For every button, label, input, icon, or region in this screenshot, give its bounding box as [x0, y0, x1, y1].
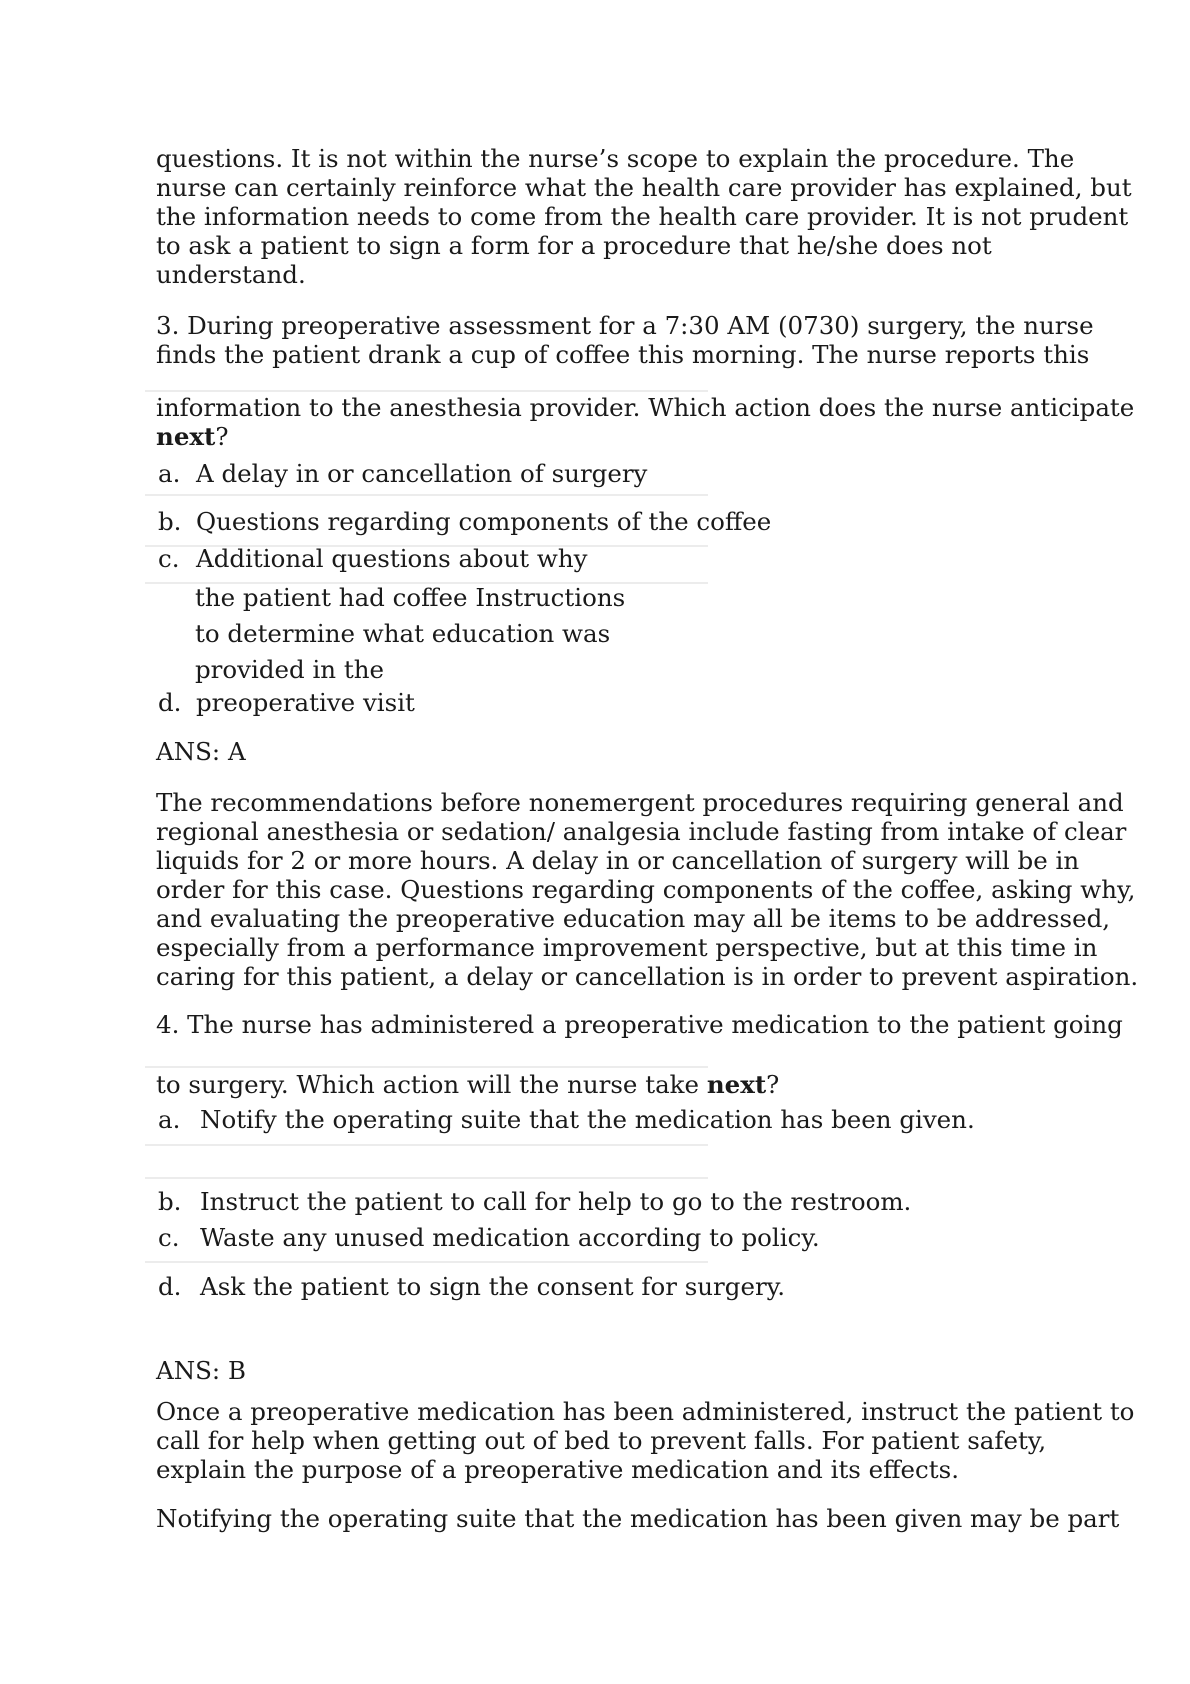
- option-letter: a.: [158, 459, 181, 488]
- question-mark: ?: [215, 422, 229, 451]
- q3-option-c-continuation: [195, 580, 625, 688]
- text-line: questions. It is not within the nurse’s scope to explain the procedure. The: [156, 144, 1075, 173]
- option-text: Instruct the patient to call for help to go to the restroom.: [200, 1187, 912, 1216]
- q3-option-c: [158, 544, 588, 573]
- text-line: finds the patient drank a cup of coffee this morning. The nurse reports this: [156, 340, 1090, 369]
- q3-stem-continued: [156, 393, 1134, 451]
- option-text: A delay in or cancellation of surgery: [196, 459, 648, 488]
- option-letter: c.: [158, 1223, 180, 1252]
- q3-option-a: [158, 459, 647, 488]
- text-line: explain the purpose of a preoperative medication and its effects.: [156, 1455, 959, 1484]
- q3-option-d: [158, 688, 415, 717]
- option-letter: b.: [158, 1187, 182, 1216]
- q4-answer: ANS: B: [156, 1356, 246, 1385]
- option-letter: c.: [158, 544, 180, 573]
- q4-rationale: [156, 1397, 1134, 1484]
- divider: [145, 390, 708, 392]
- text-line: 3. During preoperative assessment for a 7:30 AM (0730) surgery, the nurse: [156, 311, 1094, 340]
- divider: [145, 494, 708, 496]
- text-line: especially from a performance improvement perspective, but at this time in: [156, 933, 1098, 962]
- text-line: and evaluating the preoperative education may all be items to be addressed,: [156, 904, 1111, 933]
- option-text: Ask the patient to sign the consent for surgery.: [200, 1272, 786, 1301]
- emphasis-next: next: [706, 1070, 767, 1099]
- option-letter: b.: [158, 507, 182, 536]
- text-line: nurse can certainly reinforce what the health care provider has explained, but: [156, 173, 1132, 202]
- q4-stem-continued: [156, 1070, 779, 1099]
- divider: [145, 1261, 708, 1263]
- text-line: understand.: [156, 260, 306, 289]
- q4-option-d: [158, 1272, 785, 1301]
- q4-option-c: [158, 1223, 820, 1252]
- text-line: provided in the: [195, 655, 385, 684]
- text-line: regional anesthesia or sedation/ analgesia include fasting from intake of clear: [156, 817, 1127, 846]
- q3-rationale: [156, 788, 1138, 991]
- option-text: preoperative visit: [196, 688, 415, 717]
- divider: [145, 1177, 708, 1179]
- text-line: the information needs to come from the health care provider. It is not prudent: [156, 202, 1129, 231]
- option-text: Questions regarding components of the coffee: [196, 507, 772, 536]
- text-line: to determine what education was: [195, 619, 611, 648]
- text-line: Once a preoperative medication has been administered, instruct the patient to: [156, 1397, 1135, 1426]
- q4-rationale-continued: Notifying the operating suite that the medication has been given may be part: [156, 1504, 1120, 1533]
- text-line: caring for this patient, a delay or cancellation is in order to prevent aspiration.: [156, 962, 1139, 991]
- text-line: call for help when getting out of bed to prevent falls. For patient safety,: [156, 1426, 1047, 1455]
- text-line: to surgery. Which action will the nurse take: [156, 1070, 707, 1099]
- option-letter: a.: [158, 1105, 181, 1134]
- intro-paragraph: [156, 144, 1132, 289]
- divider: [145, 1144, 708, 1146]
- text-line: order for this case. Questions regarding components of the coffee, asking why,: [156, 875, 1136, 904]
- emphasis-next: next: [156, 422, 216, 451]
- option-letter: d.: [158, 688, 182, 717]
- option-letter: d.: [158, 1272, 182, 1301]
- q3-stem: [156, 311, 1094, 369]
- q4-option-a: [158, 1105, 975, 1134]
- text-line: The recommendations before nonemergent procedures requiring general and: [156, 788, 1124, 817]
- q3-option-b: [158, 507, 771, 536]
- q3-answer: ANS: A: [156, 737, 246, 766]
- q4-stem: 4. The nurse has administered a preoperative medication to the patient going: [156, 1010, 1123, 1039]
- option-text: Additional questions about why: [196, 544, 588, 573]
- q4-option-b: [158, 1187, 911, 1216]
- divider: [145, 1066, 708, 1068]
- option-text: Waste any unused medication according to policy.: [200, 1223, 820, 1252]
- text-line: [156, 422, 1134, 451]
- text-line: to ask a patient to sign a form for a procedure that he/she does not: [156, 231, 992, 260]
- question-mark: ?: [766, 1070, 780, 1099]
- text-line: liquids for 2 or more hours. A delay in or cancellation of surgery will be in: [156, 846, 1080, 875]
- text-line: information to the anesthesia provider. Which action does the nurse anticipate: [156, 393, 1135, 422]
- option-text: Notify the operating suite that the medication has been given.: [200, 1105, 975, 1134]
- text-line: the patient had coffee Instructions: [195, 583, 626, 612]
